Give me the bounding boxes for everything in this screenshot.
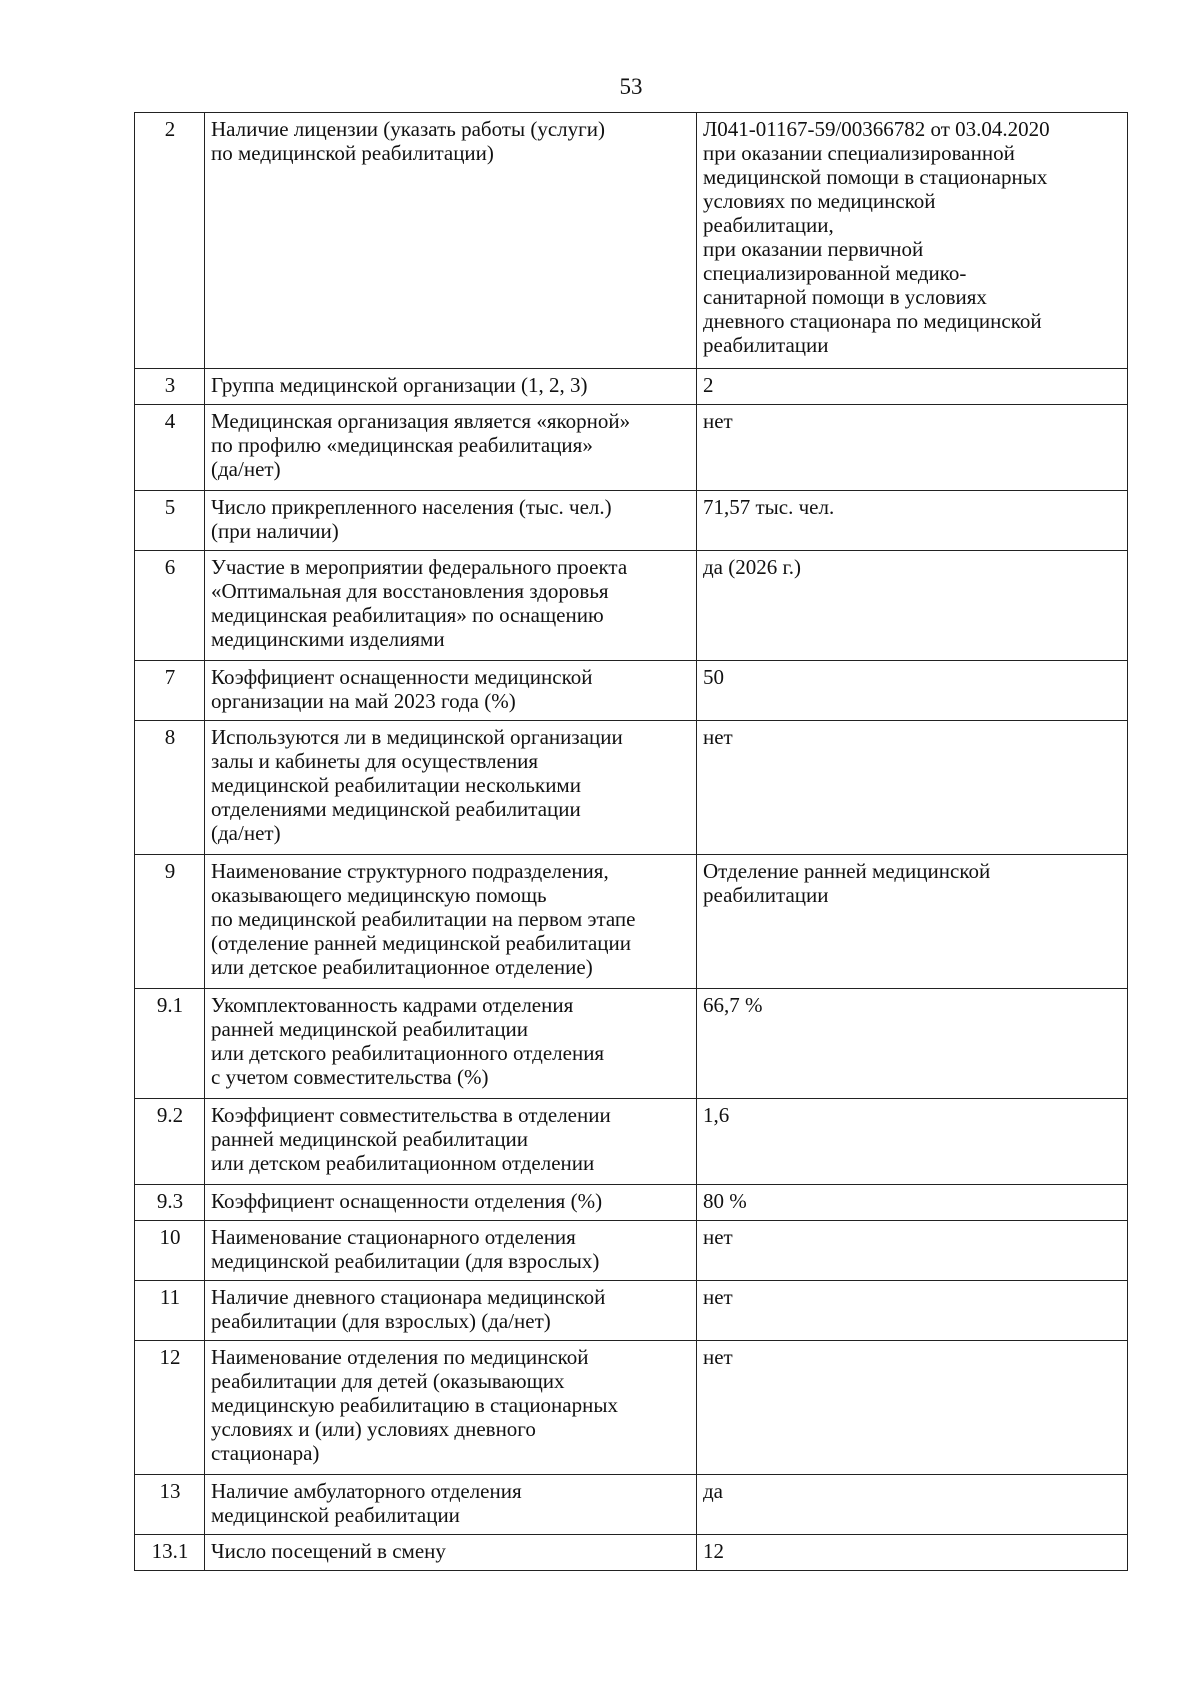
row-number: 13.1 [135,1535,205,1571]
row-value: 1,6 [697,1099,1128,1185]
rehabilitation-info-table [134,112,1128,1571]
table-row [135,1341,1128,1475]
row-number: 9.3 [135,1185,205,1221]
table-row [135,113,1128,369]
row-label: Коэффициент оснащенности отделения (%) [205,1185,697,1221]
row-number: 6 [135,551,205,661]
table-row [135,661,1128,721]
row-value: 66,7 % [697,989,1128,1099]
row-label: Число посещений в смену [205,1535,697,1571]
row-number: 5 [135,491,205,551]
table-row [135,1535,1128,1571]
row-label: Укомплектованность кадрами отделения ранней медицинской реабилитации или детского реабилитационного отделения с учетом совместительства (%) [205,989,697,1099]
row-value: нет [697,1281,1128,1341]
table-row [135,551,1128,661]
row-label: Наличие амбулаторного отделения медицинской реабилитации [205,1475,697,1535]
row-label: Наименование стационарного отделения медицинской реабилитации (для взрослых) [205,1221,697,1281]
row-label: Используются ли в медицинской организации залы и кабинеты для осуществления медицинской реабилитации несколькими отделениями медицинской реабилитации (да/нет) [205,721,697,855]
table-row [135,1221,1128,1281]
row-label: Наличие дневного стационара медицинской реабилитации (для взрослых) (да/нет) [205,1281,697,1341]
row-value: нет [697,1341,1128,1475]
row-number: 9.2 [135,1099,205,1185]
row-value: 50 [697,661,1128,721]
table-row [135,1099,1128,1185]
table-row [135,989,1128,1099]
row-number: 8 [135,721,205,855]
table-row [135,369,1128,405]
row-value: 80 % [697,1185,1128,1221]
row-label: Участие в мероприятии федерального проекта «Оптимальная для восстановления здоровья медицинская реабилитация» по оснащению медицинскими изделиями [205,551,697,661]
table-row [135,855,1128,989]
table-row [135,405,1128,491]
row-number: 10 [135,1221,205,1281]
row-value: нет [697,721,1128,855]
row-value: 71,57 тыс. чел. [697,491,1128,551]
table-row [135,1185,1128,1221]
row-value: Отделение ранней медицинской реабилитации [697,855,1128,989]
row-label: Наличие лицензии (указать работы (услуги) по медицинской реабилитации) [205,113,697,369]
table-row [135,721,1128,855]
row-number: 13 [135,1475,205,1535]
row-label: Коэффициент совместительства в отделении ранней медицинской реабилитации или детском реабилитационном отделении [205,1099,697,1185]
row-number: 2 [135,113,205,369]
row-number: 11 [135,1281,205,1341]
row-number: 9.1 [135,989,205,1099]
row-number: 4 [135,405,205,491]
row-number: 7 [135,661,205,721]
row-label: Число прикрепленного населения (тыс. чел.) (при наличии) [205,491,697,551]
row-value: да [697,1475,1128,1535]
row-label: Коэффициент оснащенности медицинской организации на май 2023 года (%) [205,661,697,721]
row-number: 9 [135,855,205,989]
row-value: нет [697,1221,1128,1281]
table-row [135,1475,1128,1535]
row-value: Л041-01167-59/00366782 от 03.04.2020 при оказании специализированной медицинской помощи в стационарных условиях по медицинской реабилитации, при оказании первичной специализированной медико- санитарной помощи в условиях дневного стационара по медицинской реабилитации [697,113,1128,369]
row-number: 3 [135,369,205,405]
row-label: Группа медицинской организации (1, 2, 3) [205,369,697,405]
row-value: 2 [697,369,1128,405]
row-label: Наименование отделения по медицинской реабилитации для детей (оказывающих медицинскую реабилитацию в стационарных условиях и (или) условиях дневного стационара) [205,1341,697,1475]
row-number: 12 [135,1341,205,1475]
row-label: Медицинская организация является «якорной» по профилю «медицинская реабилитация» (да/нет) [205,405,697,491]
row-value: 12 [697,1535,1128,1571]
table-row [135,491,1128,551]
row-value: нет [697,405,1128,491]
row-value: да (2026 г.) [697,551,1128,661]
table-row [135,1281,1128,1341]
row-label: Наименование структурного подразделения, оказывающего медицинскую помощь по медицинской реабилитации на первом этапе (отделение ранней медицинской реабилитации или детское реабилитационное отделение) [205,855,697,989]
page-number: 53 [619,74,643,99]
